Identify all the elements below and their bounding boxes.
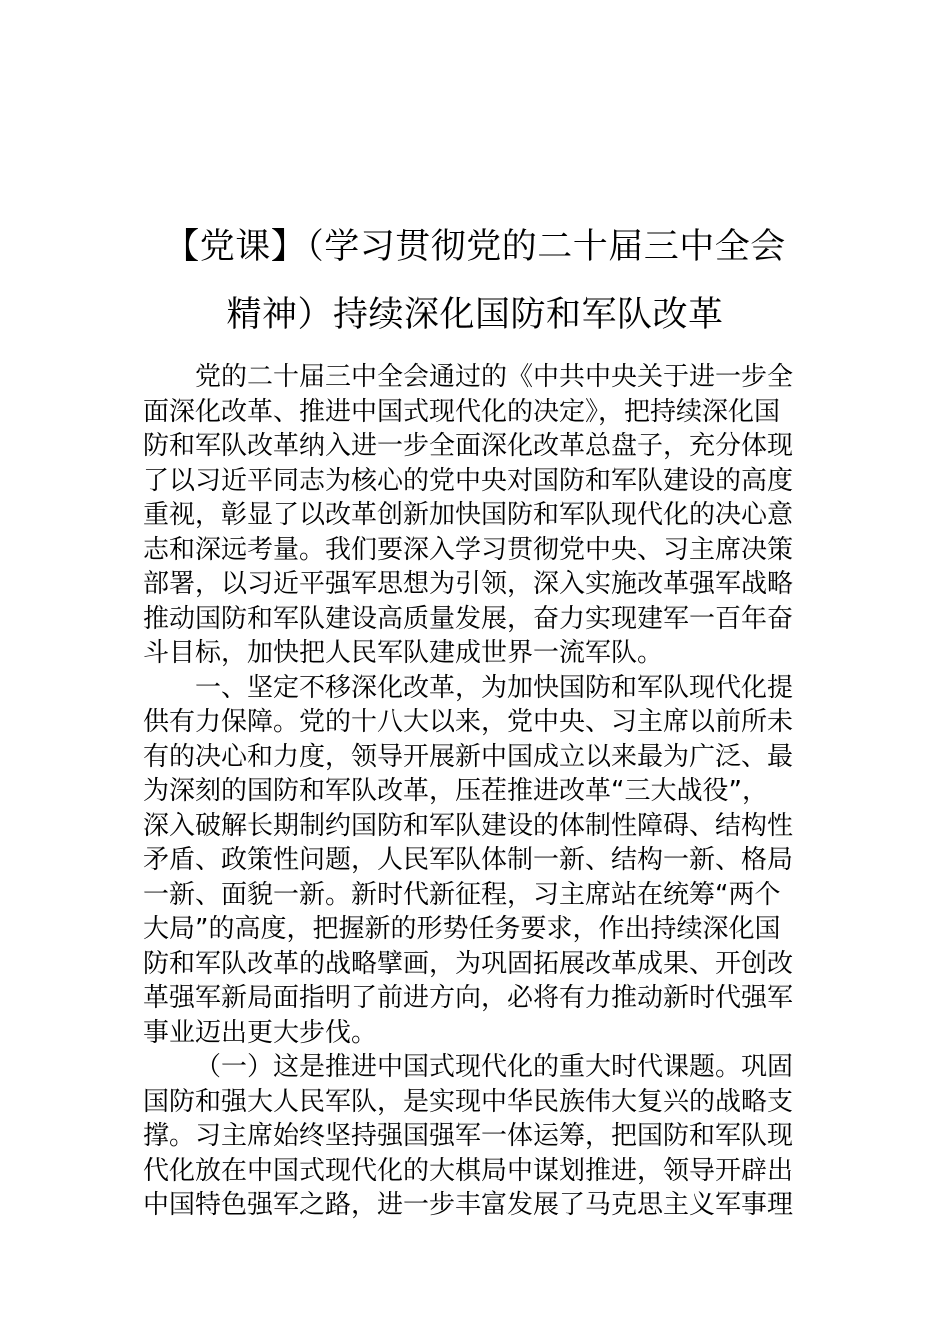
- body-line: 志和深远考量。我们要深入学习贯彻党中央、习主席决策: [143, 534, 794, 565]
- title-line-1: 【党课】（学习贯彻党的二十届三中全会: [164, 227, 786, 268]
- document-body: [143, 360, 808, 1223]
- body-line: 为深刻的国防和军队改革，压茬推进改革“三大战役”，: [143, 776, 768, 806]
- body-line: 国防和强大人民军队，是实现中华民族伟大复兴的战略支: [143, 1086, 794, 1117]
- body-line: 革强军新局面指明了前进方向，必将有力推动新时代强军: [143, 983, 794, 1013]
- body-line: （一）这是推进中国式现代化的重大时代课题。巩固: [195, 1052, 794, 1082]
- body-line: 深入破解长期制约国防和军队建设的体制性障碍、结构性: [143, 810, 794, 841]
- body-line: 防和军队改革的战略擘画，为巩固拓展改革成果、开创改: [143, 948, 794, 979]
- body-line: 代化放在中国式现代化的大棋局中谋划推进，领导开辟出: [143, 1155, 794, 1186]
- body-line: 推动国防和军队建设高质量发展，奋力实现建军一百年奋: [143, 603, 794, 634]
- body-line: 一新、面貌一新。新时代新征程，习主席站在统筹“两个: [143, 879, 781, 910]
- body-line: 矛盾、政策性问题，人民军队体制一新、结构一新、格局: [143, 845, 794, 875]
- body-line: 撑。习主席始终坚持强国强军一体运筹，把国防和军队现: [143, 1121, 794, 1151]
- body-line: 面深化改革、推进中国式现代化的决定》，把持续深化国: [143, 396, 781, 427]
- body-line: 有的决心和力度，领导开展新中国成立以来最为广泛、最: [143, 741, 794, 772]
- body-line: 部署，以习近平强军思想为引领，深入实施改革强军战略: [143, 569, 794, 599]
- body-line: 斗目标，加快把人民军队建成世界一流军队。: [143, 638, 664, 668]
- body-line: 党的二十届三中全会通过的《中共中央关于进一步全: [195, 362, 794, 392]
- body-line: 事业迈出更大步伐。: [143, 1017, 378, 1048]
- body-line: 大局”的高度，把握新的形势任务要求，作出持续深化国: [143, 914, 781, 944]
- body-line: 了以习近平同志为核心的党中央对国防和军队建设的高度: [143, 465, 794, 496]
- body-line: 供有力保障。党的十八大以来，党中央、习主席以前所未: [143, 707, 794, 737]
- title-line-2: 精神）持续深化国防和军队改革: [226, 295, 724, 336]
- body-line: 重视，彰显了以改革创新加快国防和军队现代化的决心意: [143, 500, 794, 530]
- body-line: 一、坚定不移深化改革，为加快国防和军队现代化提: [195, 672, 794, 703]
- document-title: [110, 213, 840, 349]
- body-line: 中国特色强军之路，进一步丰富发展了马克思主义军事理: [143, 1190, 794, 1220]
- body-line: 防和军队改革纳入进一步全面深化改革总盘子，充分体现: [143, 431, 794, 461]
